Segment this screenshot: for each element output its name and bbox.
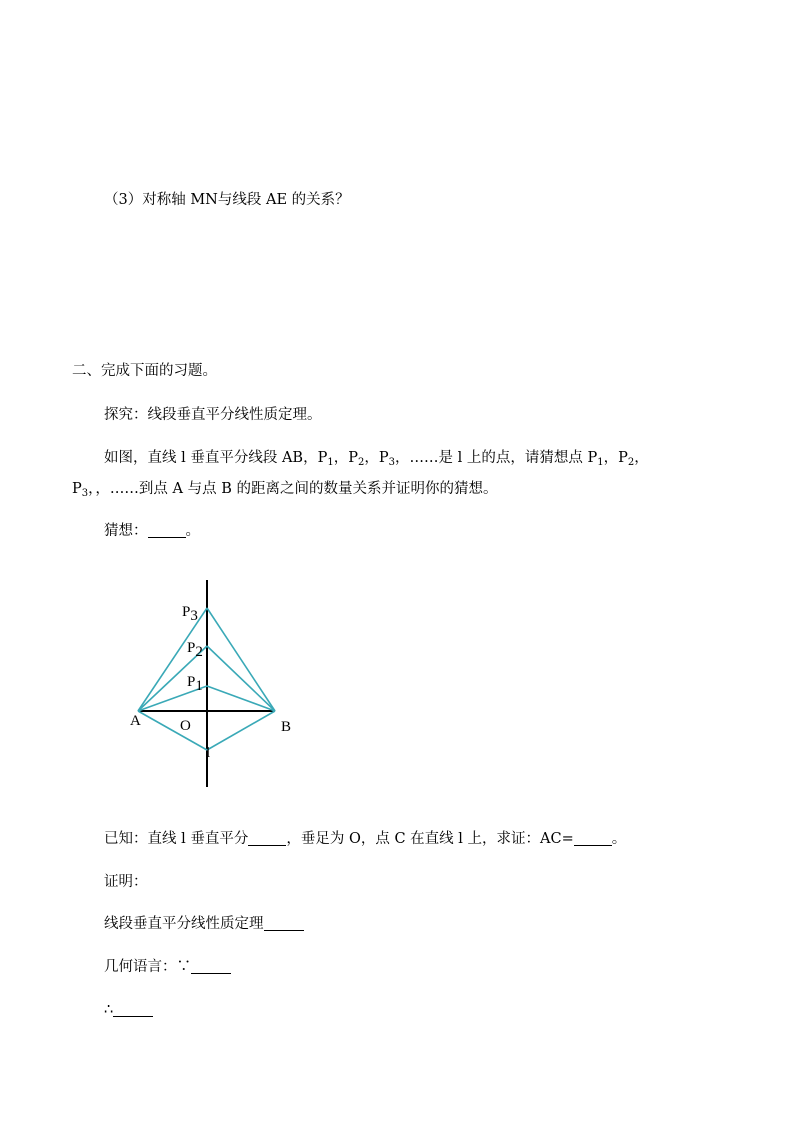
label-p2: P2 — [187, 640, 203, 660]
label-a: A — [130, 713, 141, 729]
problem-line-1: 如图，直线 l 垂直平分线段 AB，$P_1$，$P_2$，$P_3$，……是 l 上的点，请猜想点 $P_1$，$P_2$， — [104, 450, 649, 468]
line-b-p1 — [207, 686, 275, 711]
question-3: （3）对称轴 MN与线段 AE 的关系？ — [104, 192, 350, 208]
line-b-p3 — [207, 608, 275, 711]
line-b-p2 — [207, 646, 275, 711]
proof-label: 证明： — [104, 874, 148, 890]
guess-blank[interactable] — [148, 523, 186, 538]
problem-line-2: $P_3$，，……到点 A 与点 B 的距离之间的数量关系并证明你的猜想。 — [72, 481, 498, 499]
therefore-line: ∴ — [104, 1000, 153, 1020]
therefore-blank[interactable] — [113, 1002, 153, 1017]
guess-line: 猜想： 。 — [104, 523, 200, 539]
label-l: l — [206, 745, 211, 761]
label-b: B — [281, 719, 292, 735]
perpendicular-bisector-figure — [120, 575, 320, 795]
known-blank-1[interactable] — [248, 831, 286, 846]
section-2-title: 二、完成下面的习题。 — [72, 363, 217, 379]
line-a-c — [138, 711, 207, 750]
known-line: 已知：直线 l 垂直平分 ，垂足为 O，点 C 在直线 l 上，求证：AC= 。 — [104, 831, 627, 847]
known-blank-2[interactable] — [574, 831, 612, 846]
explore-heading: 探究：线段垂直平分线性质定理。 — [104, 407, 322, 423]
geometry-line: 几何语言：∵ — [104, 957, 231, 977]
line-b-c — [207, 711, 275, 750]
theorem-line: 线段垂直平分线性质定理 — [104, 914, 304, 934]
label-o: O — [180, 718, 191, 734]
label-p3: P3 — [182, 604, 198, 624]
label-p1: P1 — [187, 674, 203, 694]
theorem-blank[interactable] — [264, 916, 304, 931]
because-blank[interactable] — [191, 959, 231, 974]
